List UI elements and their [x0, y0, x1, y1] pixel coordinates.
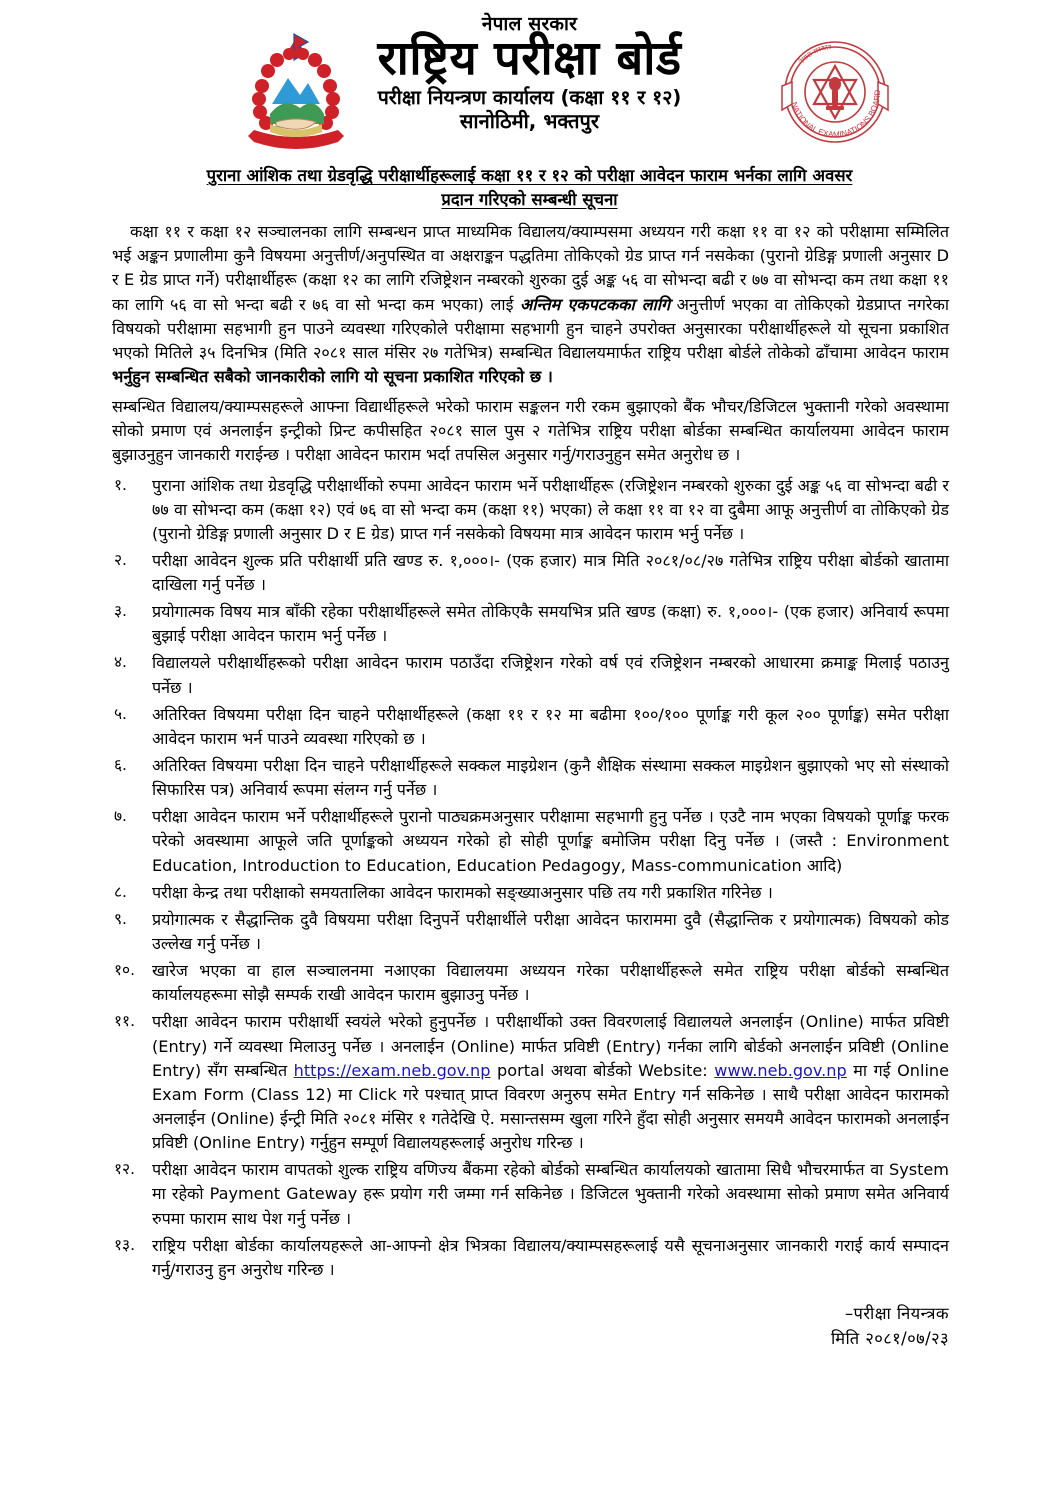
exam-portal-link[interactable]: https://exam.neb.gov.np	[293, 1060, 491, 1080]
list-item-text: परीक्षा आवेदन फाराम भर्ने परीक्षार्थीहरूले पुरानो पाठ्यक्रमअनुसार परीक्षामा सहभागी हुनु पर्नेछ । एउटै नाम भएका विषयको पूर्णाङ्क फरक परेको अवस्थामा आफूले जति पूर्णाङ्कको अध्ययन गरेको हो सोही पूर्णाङ्क बमोजिम परीक्षा दिनु पर्नेछ । (जस्तै : Environment Education, Introduction to Education, Education Pedagogy, Mass-communication आदि)	[152, 807, 949, 875]
list-item-text: राष्ट्रिय परीक्षा बोर्डका कार्यालयहरूले आ-आफ्नो क्षेत्र भित्रका विद्यालय/क्याम्पसहरूलाई यसै सूचनाअनुसार जानकारी गराई कार्य सम्पादन गर्नु/गराउनु हुन अनुरोध गरिन्छ ।	[152, 1235, 949, 1279]
svg-text:नेपाल सरकार: नेपाल सरकार	[798, 44, 832, 66]
list-item-number: ५.	[114, 704, 127, 723]
list-item	[112, 908, 949, 956]
office-line: परीक्षा नियन्त्रण कार्यालय (कक्षा ११ र १२)	[377, 85, 682, 109]
list-item-text: प्रयोगात्मक विषय मात्र बाँकी रहेका परीक्षार्थीहरूले समेत तोकिएकै समयभित्र प्रति खण्ड (कक्षा) रु. १,०००।- (एक हजार) अनिवार्य रूपमा बुझाई परीक्षा आवेदन फाराम भर्नु पर्नेछ ।	[152, 602, 949, 646]
list-item-text: खारेज भएका वा हाल सञ्चालनमा नआएका विद्यालयमा अध्ययन गरेका परीक्षार्थीहरूले समेत राष्ट्रिय परीक्षा बोर्डको सम्बन्धित कार्यालयहरूमा सोझै सम्पर्क राखी आवेदन फाराम बुझाउनु पर्नेछ ।	[152, 961, 949, 1005]
list-item-number: १२.	[114, 1160, 136, 1179]
list-item-text: प्रयोगात्मक र सैद्धान्तिक दुवै विषयमा परीक्षा दिनुपर्ने परीक्षार्थीले परीक्षा आवेदन फाराममा दुवै (सैद्धान्तिक र प्रयोगात्मक) विषयको कोड उल्लेख गर्नु पर्नेछ ।	[152, 909, 949, 954]
notice-title-line-1: पुराना आंशिक तथा ग्रेडवृद्धि परीक्षार्थीहरूलाई कक्षा ११ र १२ को परीक्षा आवेदन फाराम भर्नका लागि अवसर	[206, 166, 853, 185]
nepal-government-emblem-icon	[232, 26, 360, 158]
list-item	[112, 474, 949, 546]
list-item-number: ६.	[114, 756, 127, 775]
list-item	[112, 881, 949, 905]
list-item-text: विद्यालयले परीक्षार्थीहरूको परीक्षा आवेदन फाराम पठाउँदा रजिष्ट्रेशन गरेको वर्ष एवं रजिष्ट्रेशन नम्बरको आधारमा क्रमाङ्क मिलाई पठाउनु पर्नेछ ।	[152, 653, 949, 697]
list-item	[112, 1234, 949, 1282]
neb-seal-icon	[772, 26, 898, 154]
notice-title-line-2: प्रदान गरिएको सम्बन्धी सूचना	[441, 190, 618, 210]
list-item	[112, 1010, 949, 1155]
neb-website-link[interactable]: www.neb.gov.np	[714, 1060, 847, 1080]
list-item	[112, 651, 949, 699]
list-item-number: १०.	[114, 961, 136, 980]
issue-date: मिति २०८१/०७/२३	[830, 1328, 949, 1348]
list-item-number: ३.	[114, 602, 127, 621]
signatory-line: –परीक्षा नियन्त्रक	[844, 1304, 949, 1323]
list-item	[112, 959, 949, 1007]
list-item-text: पुराना आंशिक तथा ग्रेडवृद्धि परीक्षार्थीको रुपमा आवेदन फाराम भर्ने परीक्षार्थीहरू (रजिष्ट्रेशन नम्बरको शुरुका दुई अङ्क ५६ वा सोभन्दा बढी र ७७ वा सोभन्दा कम (कक्षा १२) एवं ७६ वा सो भन्दा कम (कक्षा ११) भएका) ले कक्षा ११ वा १२ वा दुबैमा आफू अनुत्तीर्ण वा तोकिएको ग्रेड (पुरानो ग्रेडिङ्ग प्रणाली अनुसार D र E ग्रेड) प्राप्त गर्न नसकेको विषयमा मात्र आवेदन फाराम भर्नु पर्नेछ ।	[152, 475, 949, 543]
list-item-number: १.	[114, 475, 127, 494]
item-11-text-b: portal अथवा बोर्डको Website:	[490, 1060, 715, 1080]
intro-p1-part-a: कक्षा ११ र कक्षा १२ सञ्चालनका लागि सम्बन्धन प्राप्त माध्यमिक विद्यालय/क्याम्पसमा अध्ययन गरी कक्षा ११ वा १२ को परीक्षामा सम्मिलित भई अङ्कन प्रणालीमा कुनै विषयमा अनुत्तीर्ण/अनुपस्थित वा अक्षराङ्कन पद्धतिमा तोकिएको ग्रेड प्राप्त गर्न नसकेका (पुरानो ग्रेडिङ्ग प्रणाली अनुसार D र E ग्रेड प्राप्त गर्ने) परीक्षार्थीहरू (कक्षा १२ का लागि रजिष्ट्रेशन नम्बरको शुरुका दुई अङ्क ५६ वा सोभन्दा बढी र ७७ वा सोभन्दा कम तथा कक्षा ११ का लागि ५६ वा सो भन्दा बढी र ७६ वा सो भन्दा कम भएका) लाई	[112, 222, 949, 314]
intro-paragraph-2: सम्बन्धित विद्यालय/क्याम्पसहरूले आफ्ना विद्यार्थीहरूले भरेको फाराम सङ्कलन गरी रकम बुझाएको बैंक भौचर/डिजिटल भुक्तानी गरेको अवस्थामा सोको प्रमाण एवं अनलाईन इन्ट्रीको प्रिन्ट कपीसहित २०८१ साल पुस २ गतेभित्र राष्ट्रिय परीक्षा बोर्डका सम्बन्धित कार्यालयमा आवेदन फाराम बुझाउनुहुन जानकारी गराईन्छ । परीक्षा आवेदन फाराम भर्दा तपसिल अनुसार गर्नु/गराउनुहुन समेत अनुरोध छ ।	[112, 397, 949, 465]
list-item-text: परीक्षा आवेदन फाराम वापतको शुल्क राष्ट्रिय वणिज्य बैंकमा रहेको बोर्डको सम्बन्धित कार्यालयको खातामा सिधै भौचरमार्फत वा System मा रहेको Payment Gateway हरू प्रयोग गरी जम्मा गर्न सकिनेछ । डिजिटल भुक्तानी गरेको अवस्थामा सोको प्रमाण समेत अनिवार्य रुपमा फाराम साथ पेश गर्नु पर्नेछ ।	[152, 1160, 949, 1228]
list-item	[112, 805, 949, 877]
numbered-list	[112, 474, 949, 1283]
intro-p1-part-b: अनुत्तीर्ण भएका वा तोकिएको ग्रेडप्राप्त नगरेका विषयको परीक्षामा सहभागी हुन पाउने व्यवस्था गरिएकोले परीक्षामा सहभागी हुन चाहने उपरोक्त अनुसारका परीक्षार्थीहरूले यो सूचना प्रकाशित भएको मितिले ३५ दिनभित्र (मिति २०८१ साल मंसिर २७ गतेभित्र) सम्बन्धित विद्यालयमार्फत राष्ट्रिय परीक्षा बोर्डले तोकेको ढाँचामा आवेदन फाराम	[112, 294, 949, 362]
item-11-text-a: परीक्षा आवेदन फाराम परीक्षार्थी स्वयंले भरेको हुनुपर्नेछ । परीक्षार्थीको उक्त विवरणलाई विद्यालयले अनलाईन (Online) मार्फत प्रविष्टी (Entry) गर्ने व्यवस्था मिलाउनु पर्नेछ । अनलाईन (Online) मार्फत प्रविष्टी (Entry) गर्नका लागि बोर्डको अनलाईन प्रविष्टी (Online Entry) सँग सम्बन्धित	[152, 1012, 949, 1080]
intro-p1-emphasis: अन्तिम एकपटकका लागि	[520, 294, 671, 314]
document-body	[112, 220, 949, 1282]
list-item-number: ८.	[114, 882, 127, 901]
board-name: राष्ट्रिय परीक्षा बोर्ड	[377, 31, 682, 87]
list-item	[112, 549, 949, 597]
address-line: सानोठिमी, भक्तपुर	[459, 108, 600, 133]
list-item-text: अतिरिक्त विषयमा परीक्षा दिन चाहने परीक्षार्थीहरूले सक्कल माइग्रेशन (कुनै शैक्षिक संस्थामा सक्कल माइग्रेशन बुझाएको भए सो संस्थाको सिफारिस पत्र) अनिवार्य रूपमा संलग्न गर्नु पर्नेछ ।	[152, 756, 949, 800]
notice-title	[112, 164, 947, 212]
list-item-text: अतिरिक्त विषयमा परीक्षा दिन चाहने परीक्षार्थीहरूले (कक्षा ११ र १२ मा बढीमा १००/१०० पूर्णाङ्क गरी कूल २०० पूर्णाङ्क) समेत परीक्षा आवेदन फाराम भर्न पाउने व्यवस्था गरिएको छ ।	[152, 704, 949, 748]
list-item-number: ९.	[114, 909, 127, 928]
svg-text:NATIONAL EXAMINATIONS BOARD: NATIONAL EXAMINATIONS BOARD	[789, 89, 883, 140]
list-item-text	[152, 1010, 949, 1155]
item-11-text-c: मा गई Online Exam Form (Class 12) मा Click गरे पश्चात् प्राप्त विवरण अनुरुप समेत Entry गर्न सकिनेछ । साथै परीक्षा आवेदन फारामको अनलाईन (Online) ईन्ट्री मिति २०८१ मंसिर १ गतेदेखि ऐ. मसान्तसम्म खुला गरिने हुँदा सोही अनुसार समयमै आवेदन फारामको अनलाईन प्रविष्टी (Online Entry) गर्नुहुन सम्पूर्ण विद्यालयहरूलाई अनुरोध गरिन्छ ।	[152, 1060, 950, 1153]
list-item	[112, 754, 949, 802]
list-item-number: ४.	[114, 653, 127, 672]
list-item-text: परीक्षा आवेदन शुल्क प्रति परीक्षार्थी प्रति खण्ड रु. १,०००।- (एक हजार) मात्र मिति २०८१/०८/२७ गतेभित्र राष्ट्रिय परीक्षा बोर्डको खातामा दाखिला गर्नु पर्नेछ ।	[152, 550, 949, 595]
list-item-text: परीक्षा केन्द्र तथा परीक्षाको समयतालिका आवेदन फारामको सङ्ख्याअनुसार पछि तय गरी प्रकाशित गरिनेछ ।	[152, 882, 773, 902]
list-item-number: २.	[114, 550, 127, 569]
list-item	[112, 703, 949, 751]
document-footer	[0, 1302, 949, 1352]
list-item-number: १३.	[114, 1235, 136, 1254]
list-item	[112, 600, 949, 648]
list-item-number: ११.	[114, 1012, 136, 1031]
intro-p1-strong: भर्नुहुन सम्बन्धित सबैको जानकारीको लागि यो सूचना प्रकाशित गरिएको छ ।	[112, 366, 553, 386]
government-line: नेपाल सरकार	[481, 13, 578, 35]
list-item	[112, 1158, 949, 1230]
intro-paragraph-1	[112, 220, 949, 389]
document-header	[0, 0, 1059, 160]
list-item-number: ७.	[114, 807, 127, 826]
